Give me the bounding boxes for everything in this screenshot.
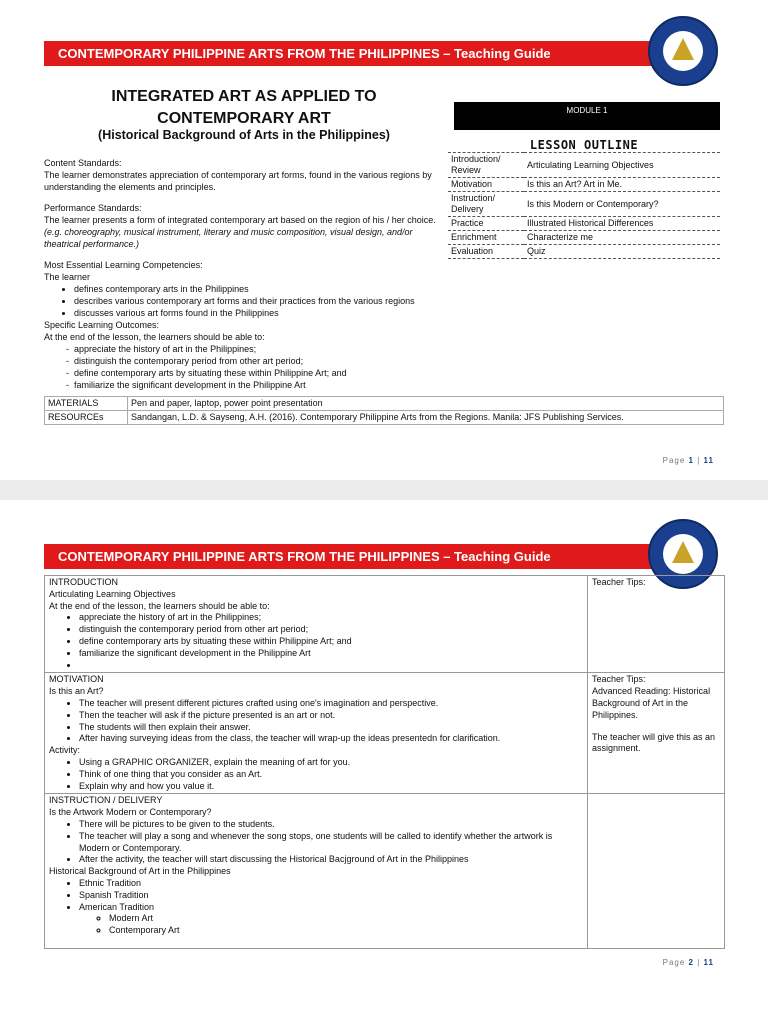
table-row xyxy=(45,794,725,949)
list-item: • Using a GRAPHIC ORGANIZER, explain the meaning of art for you. xyxy=(79,757,583,769)
list-item: • Spanish Tradition xyxy=(79,890,583,902)
performance-standards: Performance Standards: The learner presents a form of integrated contemporary art based on the region of his / her choice. (e.g. choreography, musical instrument, literary and music composition, visual design, and/or theatrical performance.) xyxy=(44,203,436,249)
document-page-1 xyxy=(0,0,768,480)
list-item: • Then the teacher will ask if the picture presented is an art or not. xyxy=(79,710,583,722)
teacher-tips-cell: Teacher Tips: Advanced Reading: Historical Background of Art in the Philippines. The teacher will give this as an assignment. xyxy=(588,673,725,794)
list-item: • American Tradition xyxy=(79,902,583,914)
page-subtitle: (Historical Background of Arts in the Philippines) xyxy=(98,128,390,142)
lesson-plan-table xyxy=(44,575,725,949)
lesson-outline-table xyxy=(448,152,720,259)
list-item: • The teacher will play a song and whenever the song stops, one students will be called to identify whether the artwork is Modern or Contemporary. xyxy=(79,831,583,855)
list-item: - distinguish the contemporary period from other art period; xyxy=(74,355,464,367)
list-item: • There will be pictures to be given to the students. xyxy=(79,819,583,831)
table-row: Introduction/ Review Articulating Learning Objectives xyxy=(448,153,720,178)
page-number: Page 2 | 11 xyxy=(662,958,714,967)
list-item: • appreciate the history of art in the Philippines; xyxy=(79,612,583,624)
list-item: • Explain why and how you value it. xyxy=(79,781,583,793)
list-item: - appreciate the history of art in the Philippines; xyxy=(74,343,464,355)
table-row xyxy=(45,576,725,673)
teacher-tips-cell xyxy=(588,794,725,949)
list-item: • discusses various art forms found in the Philippines xyxy=(74,307,464,319)
table-row: Evaluation Quiz xyxy=(448,245,720,259)
lesson-outline-title: LESSON OUTLINE xyxy=(529,138,639,152)
list-item: • describes various contemporary art forms and their practices from the various regions xyxy=(74,295,464,307)
list-item: - define contemporary arts by situating these within Philippine Art; and xyxy=(74,367,464,379)
teacher-tips-cell: Teacher Tips: xyxy=(588,576,725,673)
module-label: MODULE 1 xyxy=(454,102,720,130)
learning-competencies: Most Essential Learning Competencies: The learner • defines contemporary arts in the Philippines • describes various contemporary art forms and their practices from the various regions • discusses various art forms found in the Philippines Specific Learning Outcomes: At the end of the lesson, the learners should be able to: - appreciate the history of art in the Philippines; - distinguish the contemporary period from other art period; - define contemporary arts by situating these within Philippine Art; and - familiarize the significant development in the Philippine Art xyxy=(44,259,464,391)
table-row: Practice Illustrated Historical Differences xyxy=(448,217,720,231)
table-row: RESOURCEs Sandangan, L.D. & Sayseng, A.H. (2016). Contemporary Philippine Arts from the Regions. Manila: JFS Publishing Services. xyxy=(45,411,724,425)
list-item: • defines contemporary arts in the Philippines xyxy=(74,283,464,295)
table-row: Instruction/ Delivery Is this Modern or Contemporary? xyxy=(448,192,720,217)
instruction-cell: INSTRUCTION / DELIVERY Is the Artwork Modern or Contemporary? • There will be pictures to be given to the students. • The teacher will play a song and whenever the song stops, one students will be called to identify whether the artwork is Modern or Contemporary. • After the activity, the teacher will start discussing the Historical Bacjground of Art in the Philippines Historical Background of Art in the Philippines • Ethnic Tradition • Spanish Tradition • American Tradition ◦ Modern Art ◦ Contemporary Art xyxy=(45,794,588,949)
table-row: MATERIALS Pen and paper, laptop, power point presentation xyxy=(45,397,724,411)
list-item: • Ethnic Tradition xyxy=(79,878,583,890)
list-item: • The teacher will present different pictures crafted using one's imagination and perspective. xyxy=(79,698,583,710)
table-row: Enrichment Characterize me xyxy=(448,231,720,245)
list-item: - familiarize the significant development in the Philippine Art xyxy=(74,379,464,391)
list-item: • After having surveying ideas from the class, the teacher will wrap-up the ideas presentedn for clarification. xyxy=(79,733,583,745)
list-item: • Think of one thing that you consider as an Art. xyxy=(79,769,583,781)
motivation-cell: MOTIVATION Is this an Art? • The teacher will present different pictures crafted using one's imagination and perspective. • Then the teacher will ask if the picture presented is an art or not. • The students will then explain their answer. • After having surveying ideas from the class, the teacher will wrap-up the ideas presentedn for clarification. Activity: • Using a GRAPHIC ORGANIZER, explain the meaning of art for you. • Think of one thing that you consider as an Art. • Explain why and how you value it. xyxy=(45,673,588,794)
table-row: Motivation Is this an Art? Art in Me. xyxy=(448,178,720,192)
content-standards: Content Standards: The learner demonstrates appreciation of contemporary art forms, found in the various regions by understanding the elements and principles. xyxy=(44,158,432,192)
header-banner: CONTEMPORARY PHILIPPINE ARTS FROM THE PHILIPPINES – Teaching Guide xyxy=(44,41,712,66)
table-row xyxy=(45,673,725,794)
page-title: INTEGRATED ART AS APPLIED TO CONTEMPORARY ART xyxy=(111,88,377,127)
list-item: • distinguish the contemporary period from other art period; xyxy=(79,624,583,636)
list-item: • After the activity, the teacher will start discussing the Historical Bacjground of Art in the Philippines xyxy=(79,854,583,866)
school-seal-logo xyxy=(648,16,718,86)
list-item xyxy=(79,660,583,672)
page-number: Page 1 | 11 xyxy=(662,456,714,465)
list-item: ◦ Modern Art xyxy=(109,913,583,925)
introduction-cell: INTRODUCTION Articulating Learning Objectives At the end of the lesson, the learners should be able to: • appreciate the history of art in the Philippines; • distinguish the contemporary period from other art period; • define contemporary arts by situating these within Philippine Art; and • familiarize the significant development in the Philippine Art • xyxy=(45,576,588,673)
list-item: • define contemporary arts by situating these within Philippine Art; and xyxy=(79,636,583,648)
header-banner: CONTEMPORARY PHILIPPINE ARTS FROM THE PHILIPPINES – Teaching Guide xyxy=(44,544,712,569)
list-item: • familiarize the significant development in the Philippine Art xyxy=(79,648,583,660)
materials-table xyxy=(44,396,724,425)
list-item: • The students will then explain their answer. xyxy=(79,722,583,734)
list-item: ◦ Contemporary Art xyxy=(109,925,583,937)
